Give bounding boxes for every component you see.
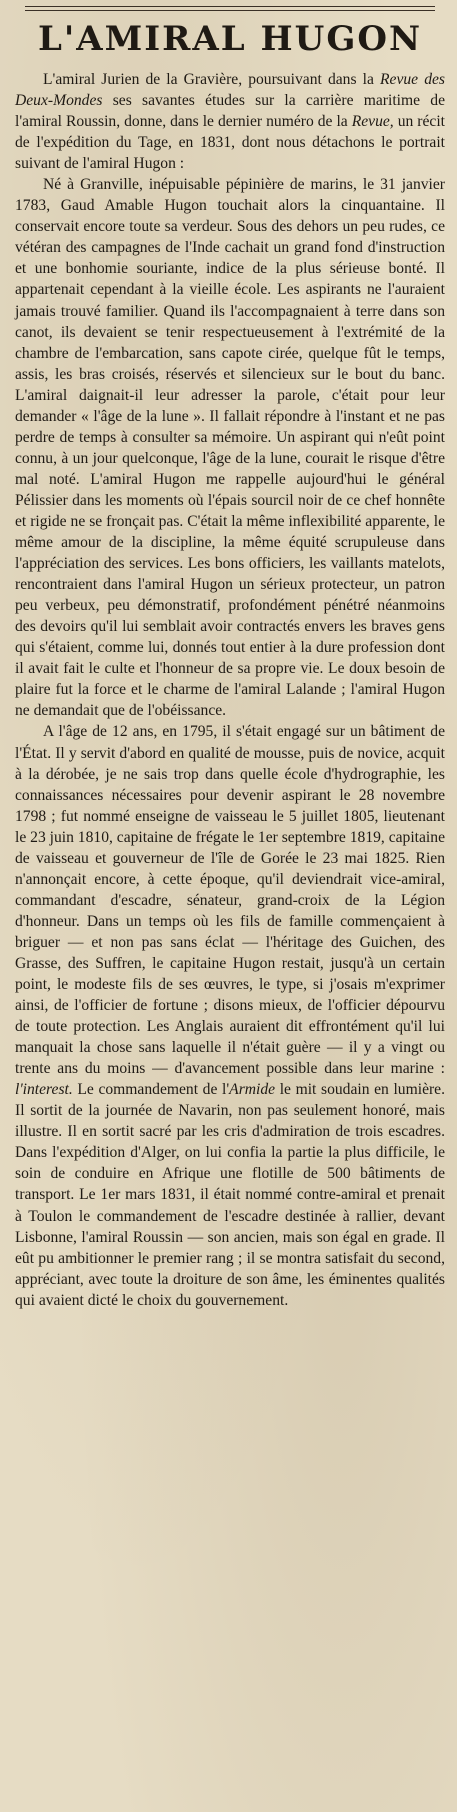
paragraph-text: ses savantes études sur la carrière maritime de l'amiral Roussin, donne, dans le dernier numéro de la	[15, 92, 445, 131]
article-paragraph	[15, 69, 445, 174]
paragraph-text: Né à Granville, inépuisable pépinière de marins, le 31 janvier 1783, Gaud Amable Hugon touchait alors la cinquantaine. Il conservait encore toute sa verdeur. Sous des dehors un peu rudes, ce vétéran des campagnes de l'Inde cachait un grand fond d'instruction et une bonhomie souriante, indice de la plus sérieuse bonté. Il appartenait cependant à la vieille école. Les aspirants ne l'auraient jamais trouvé familier. Quand ils l'accompagnaient à terre dans son canot, ils devaient se tenir respectueusement à l'extrémité de la chambre de l'embarcation, sans capote cirée, quelque fût le temps, assis, les bras croisés, réservés et silencieux sur le bout du banc. L'amiral daignait-il leur adresser la parole, c'était pour leur demander « l'âge de la lune ». Il fallait répondre à l'instant et ne pas perdre de temps à consulter sa mémoire. Un aspirant qui n'eût point connu, à un jour quelconque, l'âge de la lune, courait le risque d'être mal noté. L'amiral Hugon me rappelle aujourd'hui le général Pélissier dans les moments où l'épais sourcil noir de ce chef honnête et rigide ne se fronçait pas. C'était la même inflexibilité apparente, le même amour de la discipline, la même équité scrupuleuse dans l'appréciation des services. Les bons officiers, les vaillants matelots, rencontraient dans l'amiral Hugon un sérieux protecteur, un patron peu verbeux, peu démonstratif, profondément pénétré néanmoins des devoirs qu'il lui semblait avoir contractés envers les braves gens qui s'étaient, comme lui, donnés tout entier à la dure profession dont il avait fait le culte et l'honneur de sa propre vie. Le doux besoin de plaire fut la force et le charme de l'amiral Lalande ; l'amiral Hugon ne demandait que de l'obéissance.	[15, 176, 445, 720]
italic-text: l'interest.	[15, 1081, 73, 1099]
paragraph-text: L'amiral Jurien de la Gravière, poursuivant dans la	[43, 71, 381, 88]
article-paragraph	[15, 721, 445, 1310]
article-paragraph	[15, 174, 445, 721]
top-rule	[25, 6, 435, 11]
paragraph-text: Le commandement de l'	[72, 1081, 230, 1099]
paragraph-text: A l'âge de 12 ans, en 1795, il s'était engagé sur un bâtiment de l'État. Il y servit d'abord en qualité de mousse, puis de novice, acquit à la dérobée, je ne sais trop dans quelle école d'hydrographie, les connaissances nécessaires pour devenir aspirant le 28 novembre 1798 ; fut nommé enseigne de vaisseau le 5 juillet 1805, lieutenant le 23 juin 1810, capitaine de frégate le 1er septembre 1819, capitaine de vaisseau et gouverneur de l'île de Gorée le 23 mai 1825. Rien n'annonçait encore, à cette époque, qu'il deviendrait vice-amiral, commandant d'escadre, sénateur, grand-croix de la Légion d'honneur. Dans un temps où les fils de famille commençaient à briguer — et non pas sans éclat — l'héritage des Guichen, des Grasse, des Suffren, le capitaine Hugon restait, jusqu'à un certain point, le modeste fils de ses œuvres, le type, si j'osais m'exprimer ainsi, de l'officier de fortune ; disons mieux, de l'officier dépourvu de toute protection. Les Anglais auraient dit effrontément qu'il lui manquait la chose sans laquelle il n'était guère — il y a vingt ou trente ans du moins — d'avancement possible dans leur marine :	[15, 723, 445, 1078]
paragraph-text: le mit soudain en lumière. Il sortit de la journée de Navarin, non pas seulement honoré, mais illustre. Il en sortit sacré par les cris d'admiration de trois escadres. Dans l'expédition d'Alger, on lui confia la partie la plus difficile, le soin de conduire en Afrique une flotille de 500 bâtiments de transport. Le 1er mars 1831, il était nommé contre-amiral et prenait à Toulon le commandement de l'escadre destinée à rallier, devant Lisbonne, l'amiral Roussin — son ancien, mais son égal en grade. Il eût pu ambitionner le premier rang ; il se montra satisfait du second, appréciant, avec toute la droiture de son âme, les éminentes qualités qui avaient dicté le choix du gouvernement.	[15, 1081, 445, 1309]
italic-text: Armide	[229, 1081, 276, 1099]
italic-text: Revue des Deux-Mondes	[15, 71, 445, 110]
article-title: L'AMIRAL HUGON	[37, 19, 423, 59]
article-body	[15, 69, 445, 1311]
italic-text: Revue,	[351, 113, 394, 131]
paragraph-text: un récit de l'expédition du Tage, en 1831, dont nous détachons le portrait suivant de l'amiral Hugon :	[15, 113, 445, 173]
